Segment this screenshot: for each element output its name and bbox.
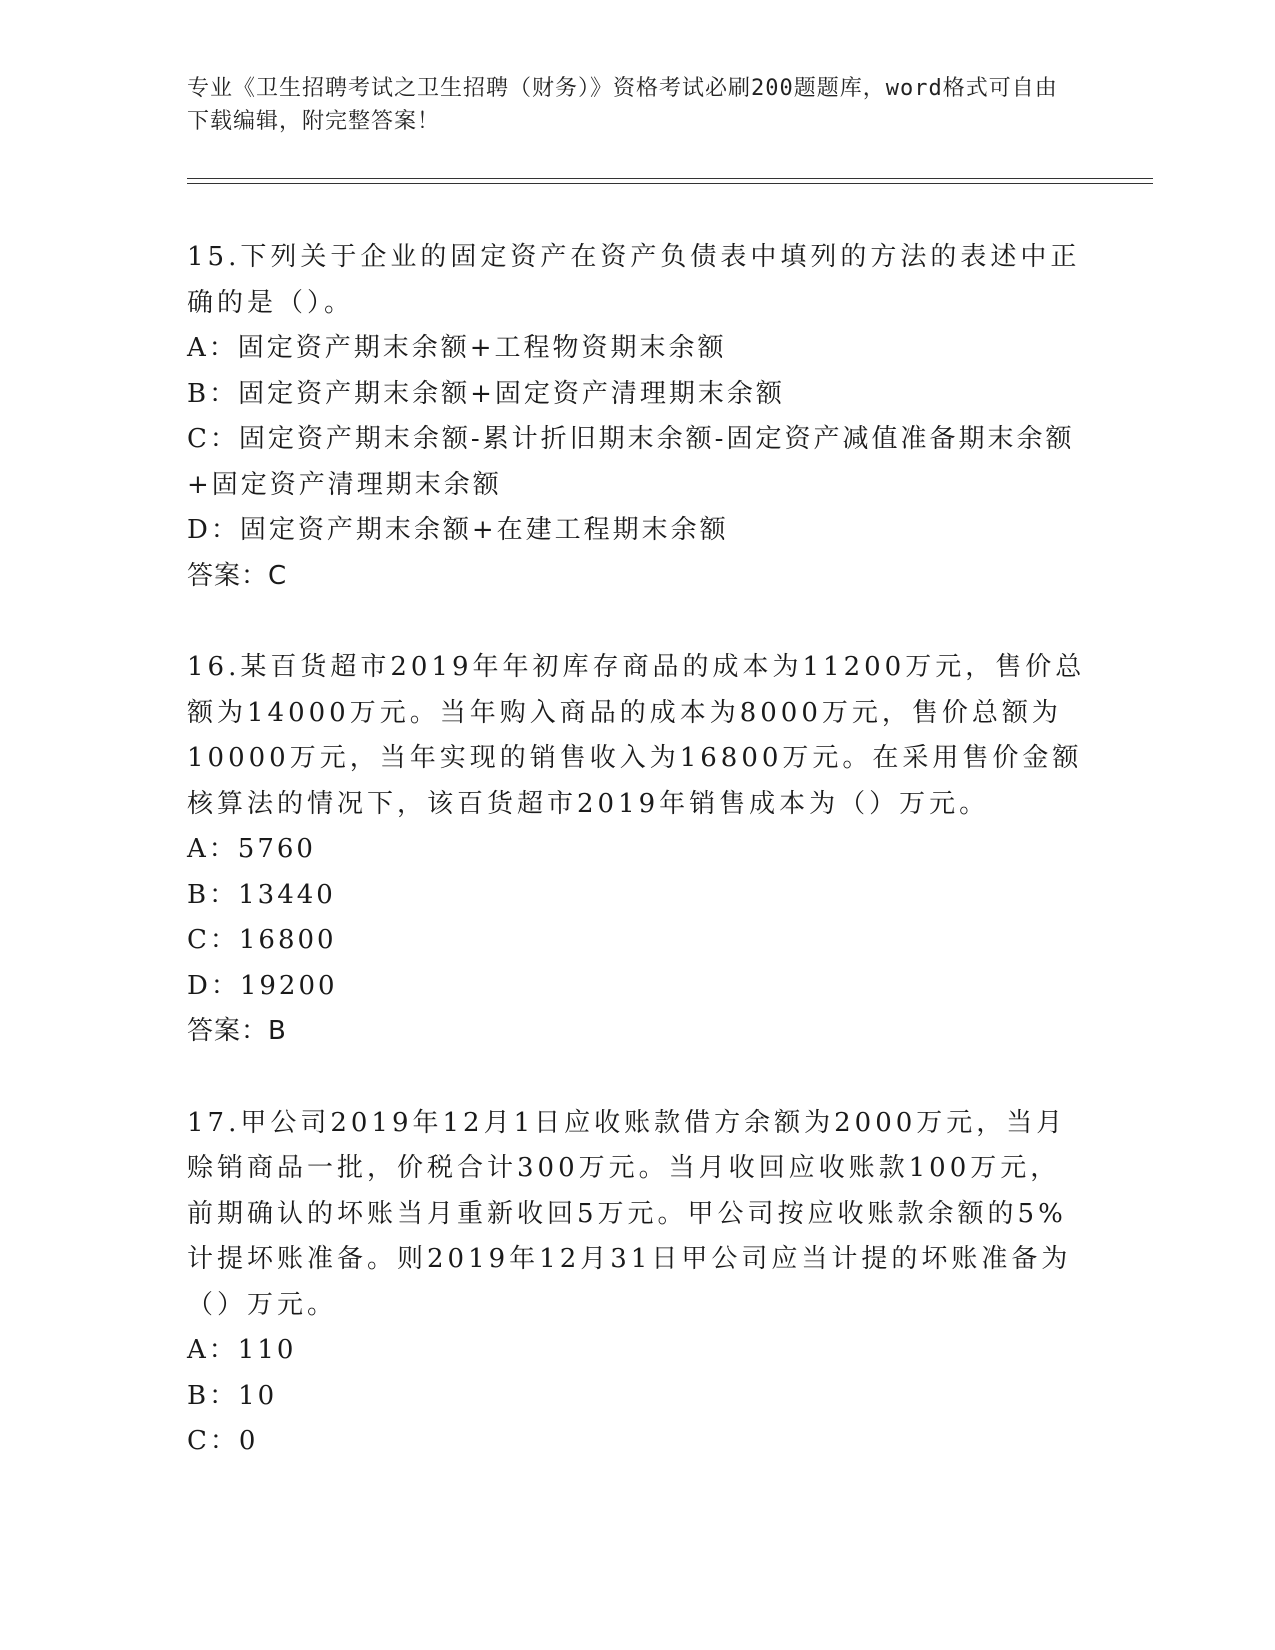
- option-d: D：固定资产期末余额+在建工程期末余额: [187, 515, 729, 545]
- option-b: B：10: [187, 1380, 278, 1411]
- option-a: A：固定资产期末余额+工程物资期末余额: [187, 333, 727, 363]
- option-c: C：0: [187, 1426, 259, 1456]
- option-b: B：13440: [187, 879, 336, 910]
- question-stem: 16.某百货超市2019年年初库存商品的成本为11200万元，售价总额为14000万元。当年购入商品的成本为8000万元，售价总额为10000万元，当年实现的销售收入为16800万元。在采用售价金额核算法的情况下，该百货超市2019年销售成本为（）万元。: [187, 652, 1086, 819]
- question-15: [187, 235, 1087, 599]
- question-stem: 15.下列关于企业的固定资产在资产负债表中填列的方法的表述中正确的是（）。: [187, 242, 1081, 318]
- option-a: A：5760: [187, 834, 316, 864]
- option-c: C：16800: [187, 925, 337, 955]
- question-16: [187, 645, 1087, 1055]
- header-text: 专业《卫生招聘考试之卫生招聘（财务）》资格考试必刷200题题库，word格式可自由下载编辑，附完整答案！: [187, 76, 1058, 134]
- answer: 答案：B: [187, 1016, 287, 1046]
- option-b: B：固定资产期末余额+固定资产清理期末余额: [187, 378, 785, 409]
- header-divider-bottom: [187, 183, 1153, 184]
- page-header: [187, 72, 1067, 138]
- question-stem: 17.甲公司2019年12月1日应收账款借方余额为2000万元，当月赊销商品一批，价税合计300万元。当月收回应收账款100万元，前期确认的坏账当月重新收回5万元。甲公司按应收账款余额的5%计提坏账准备。则2019年12月31日甲公司应当计提的坏账准备为（）万元。: [187, 1107, 1072, 1320]
- option-a: A：110: [187, 1335, 297, 1365]
- question-17: [187, 1101, 1087, 1465]
- header-divider-top: [187, 178, 1153, 179]
- option-c: C：固定资产期末余额-累计折旧期末余额-固定资产减值准备期末余额+固定资产清理期末余额: [187, 424, 1075, 500]
- answer: 答案：C: [187, 560, 288, 591]
- question-list: [187, 235, 1087, 1511]
- option-d: D：19200: [187, 970, 338, 1001]
